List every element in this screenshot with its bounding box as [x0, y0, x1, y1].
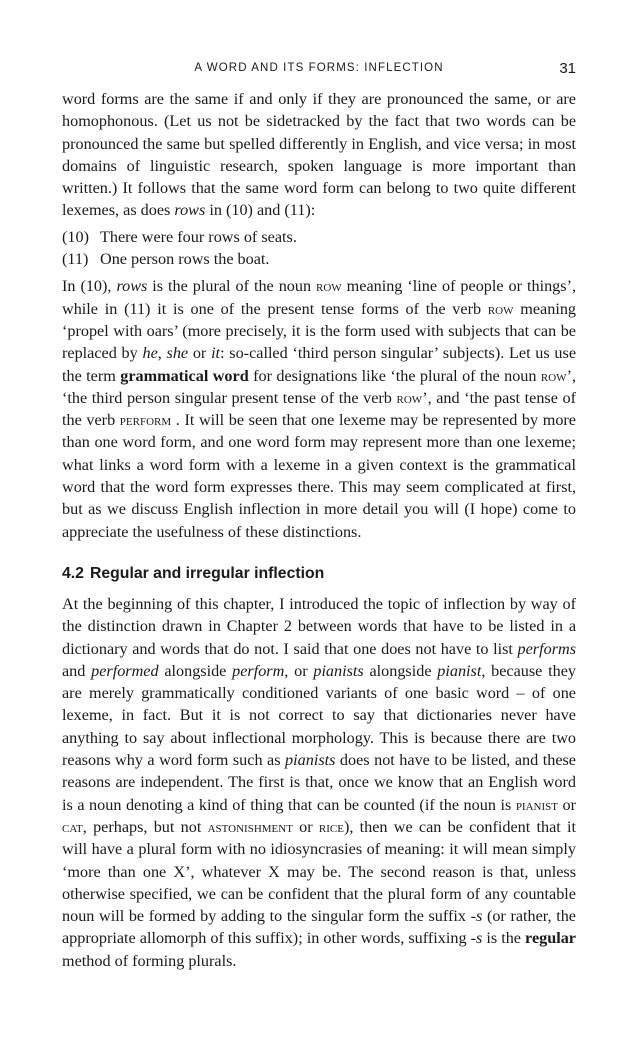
- running-header: [62, 60, 576, 80]
- example-number: (11): [62, 250, 89, 269]
- example-word: performed: [91, 661, 159, 680]
- section-title: Regular and irregular inflection: [89, 564, 325, 582]
- text-run: in (10) and (11):: [205, 201, 316, 220]
- text-run: , or: [284, 661, 314, 680]
- key-term: grammatical word: [120, 366, 249, 385]
- text-run: alongside: [158, 661, 233, 680]
- example-sentence: One person rows the boat.: [100, 250, 270, 269]
- example-list: [62, 226, 576, 271]
- lexeme: perform: [119, 411, 172, 430]
- text-run: ’, ‘the third person singular present tense of the verb: [62, 366, 576, 407]
- text-run: , because they are merely grammatically conditioned variants of one basic word – of one lexeme, in fact. But it is not correct to say that dictionaries never have anything to say about inflectional morphology. This is because there are two reasons why a word form such as: [62, 661, 576, 770]
- lexeme: astonishment: [207, 817, 293, 836]
- text-run: ,: [157, 344, 167, 363]
- text-run: (or rather, the appropriate allomorph of this suffix); in other words, suffixing: [62, 907, 576, 948]
- lexeme: row: [540, 366, 567, 385]
- text-run: In (10),: [62, 277, 117, 296]
- text-run: ’, and ‘the past tense of the verb: [62, 388, 577, 430]
- running-title: A WORD AND ITS FORMS: INFLECTION: [194, 62, 444, 74]
- body-text: [62, 88, 576, 972]
- paragraph-3: [62, 593, 576, 972]
- text-run: word forms are the same if and only if they are pronounced the same, or are homophonous. (Let us not be sidetracked by the fact that two words can be pronounced the same but spelled differently in English, and vice versa; in most domains of linguistic research, spoken language is more important than written.) It follows that the same word form can belong to two quite different lexemes, as does: [62, 90, 576, 220]
- example-word: she: [166, 344, 189, 363]
- text-run: or: [557, 795, 577, 814]
- text-run: method of forming plurals.: [62, 951, 237, 970]
- example-word: performs: [517, 639, 576, 658]
- text-run: ), then we can be confident that it will have a plural form with no idiosyncrasies of meaning: it will mean simply ‘more than one X’, whatever X may be. The second reason is that, unless otherwise specified, we can be confident that the plural form of any countable noun will be formed by adding to the singular form the suffix: [62, 817, 576, 926]
- paragraph-1: [62, 88, 576, 222]
- text-run: meaning ‘propel with oars’ (more precisely, it is the form used with subjects that can be replaced by: [62, 299, 577, 363]
- text-run: is the: [482, 929, 526, 948]
- lexeme: row: [487, 299, 514, 318]
- text-run: alongside: [363, 661, 438, 680]
- lexeme: pianist: [515, 795, 558, 814]
- example-item: [62, 226, 576, 248]
- key-term: regular: [525, 929, 576, 948]
- lexeme: row: [396, 388, 423, 407]
- example-item: [62, 248, 576, 270]
- example-word: -s: [470, 929, 483, 948]
- text-run: At the beginning of this chapter, I introduced the topic of inflection by way of the distinction drawn in Chapter 2 between words that have to be listed in a dictionary and words that do not. I said that one does not have to list: [62, 594, 576, 658]
- example-word: rows: [116, 277, 148, 296]
- example-word: perform: [232, 661, 285, 680]
- text-run: does not have to be listed, and these reasons are independent. The first is that, once we know that an English word is a noun denoting a kind of thing that can be counted (if the noun is: [62, 751, 576, 814]
- text-run: . It will be seen that one lexeme may be represented by more than one word form, and one word form may represent more than one lexeme; what links a word form with a lexeme in a given context is the grammatical word that the word form expresses there. This may seem complicated at first, but as we discuss English inflection in more detail you will (I hope) come to appreciate the usefulness of these distinctions.: [62, 411, 576, 541]
- text-run: is the plural of the noun: [147, 277, 317, 296]
- text-run: and: [62, 661, 92, 680]
- text-run: : so-called ‘third person singular’ subjects). Let us use the term: [62, 344, 577, 385]
- example-word: rows: [174, 201, 206, 220]
- page-number: 31: [559, 60, 576, 77]
- example-word: he: [142, 344, 158, 363]
- example-sentence: There were four rows of seats.: [100, 227, 297, 246]
- example-word: pianist: [437, 661, 482, 680]
- text-run: for designations like ‘the plural of the noun: [248, 366, 541, 385]
- lexeme: cat: [62, 817, 83, 836]
- lexeme: row: [316, 277, 342, 296]
- example-number: (10): [62, 227, 89, 246]
- example-word: it: [211, 344, 221, 363]
- section-number: 4.2: [62, 564, 84, 582]
- example-word: pianists: [285, 751, 336, 770]
- lexeme: rice: [318, 817, 344, 836]
- example-word: pianists: [313, 661, 364, 680]
- example-word: -s: [470, 907, 483, 926]
- text-run: or: [188, 344, 212, 363]
- text-run: , perhaps, but not: [82, 817, 208, 836]
- text-run: or: [292, 817, 319, 836]
- paragraph-2: [62, 275, 576, 543]
- section-heading: [62, 564, 576, 584]
- text-run: meaning ‘line of people or things’, while in (11) it is one of the present tense forms of the verb: [62, 277, 577, 318]
